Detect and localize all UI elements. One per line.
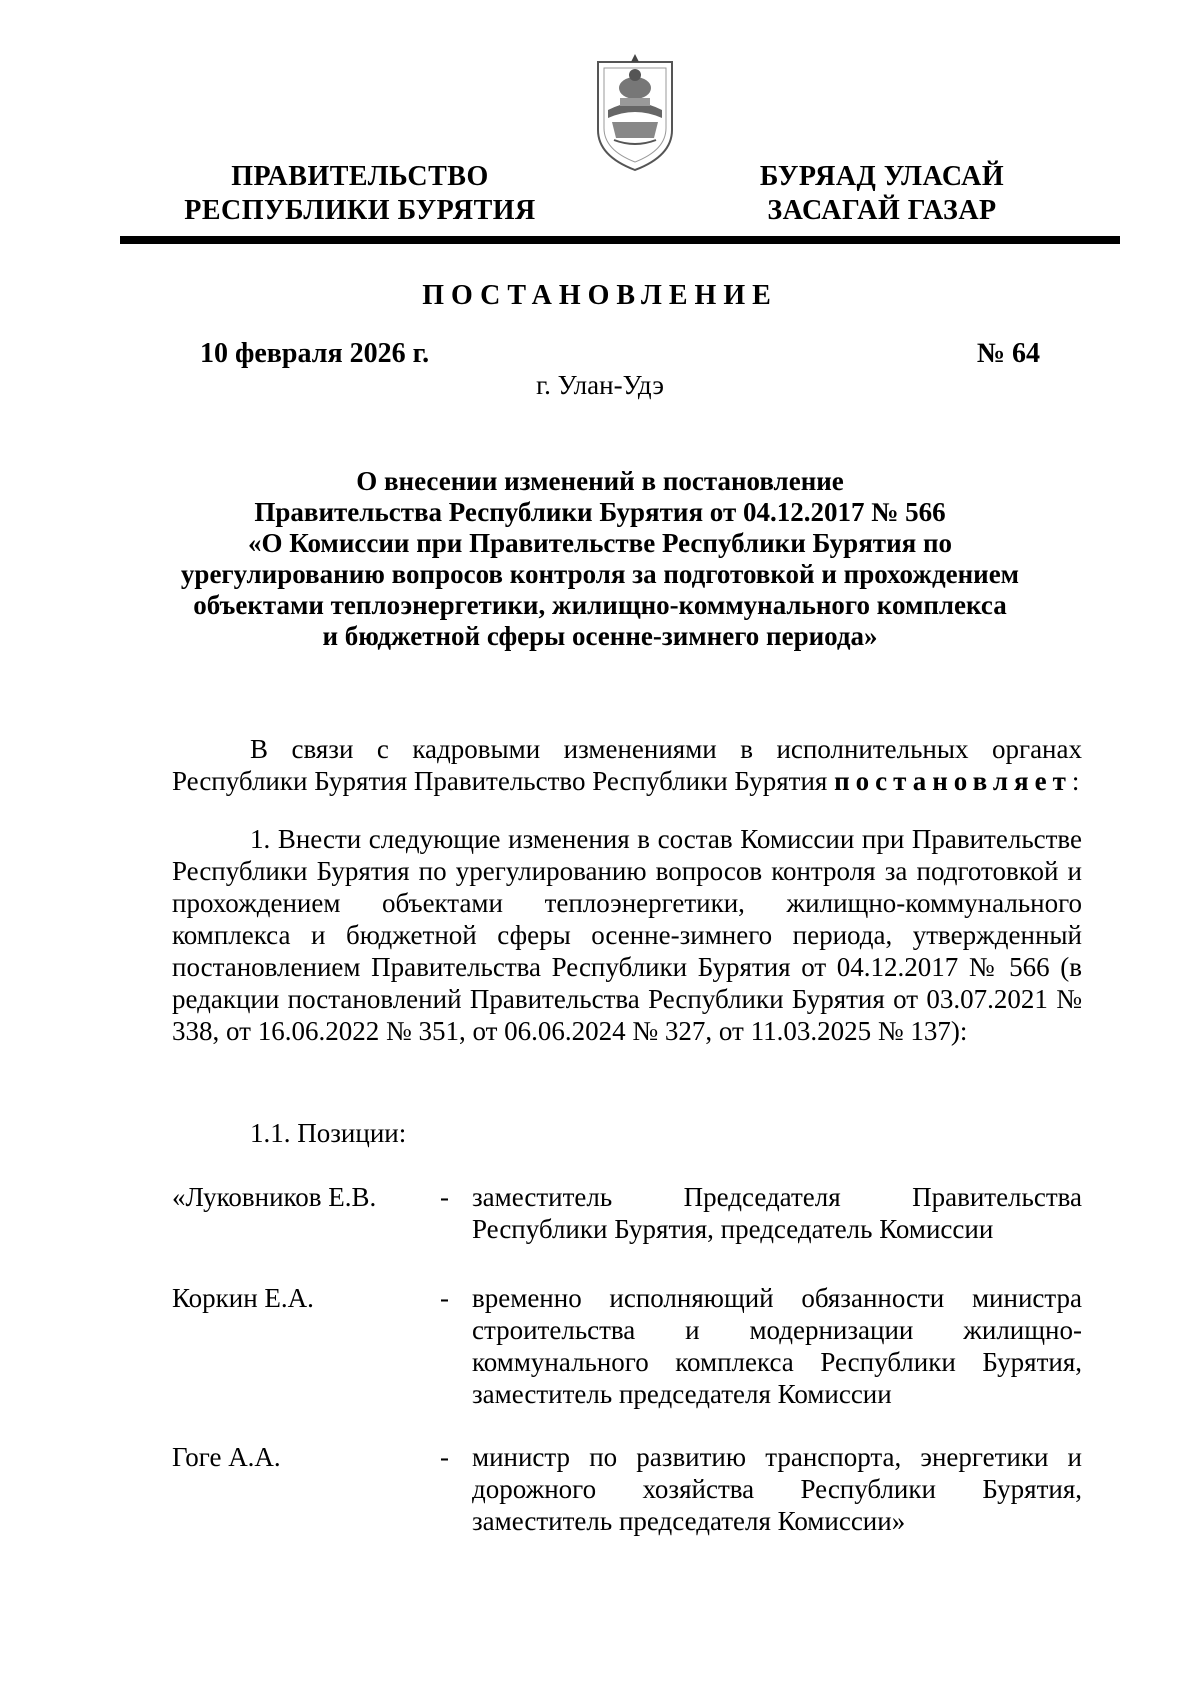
member-name: Коркин Е.А.	[172, 1283, 314, 1313]
government-name-buryat	[732, 160, 1032, 228]
title-line: «О Комиссии при Правительстве Республики Бурятия по	[247, 528, 953, 558]
member-name: «Луковников Е.В.	[172, 1182, 377, 1212]
government-name-russian	[170, 160, 550, 228]
document-number: № 64	[976, 338, 1040, 369]
document-city: г. Улан-Удэ	[536, 370, 664, 400]
intro-text: В связи с кадровыми изменениями в исполнительных органах Республики Бурятия Правительство Республики Бурятия	[172, 734, 1082, 796]
subitem-1-1: 1.1. Позиции:	[250, 1118, 407, 1148]
intro-keyword: постановляет	[834, 766, 1072, 796]
member-name: Гоге А.А.	[172, 1442, 281, 1472]
government-name-buryat-line2: ЗАСАГАЙ ГАЗАР	[767, 195, 997, 226]
title-line: и бюджетной сферы осенне-зимнего периода»	[322, 621, 878, 651]
intro-end: :	[1071, 766, 1080, 796]
government-name-buryat-line1: БУРЯАД УЛАСАЙ	[759, 161, 1005, 192]
header-divider	[120, 236, 1120, 244]
coat-of-arms-emblem	[590, 48, 680, 172]
document-title	[150, 466, 1050, 652]
government-name-line2: РЕСПУБЛИКИ БУРЯТИЯ	[184, 195, 536, 226]
intro-paragraph	[172, 733, 1082, 797]
member-dash: -	[440, 1442, 449, 1472]
title-line: Правительства Республики Бурятия от 04.12.2017 № 566	[254, 497, 946, 527]
government-name-line1: ПРАВИТЕЛЬСТВО	[231, 161, 489, 192]
document-date: 10 февраля 2026 г.	[200, 338, 430, 369]
title-line: О внесении изменений в постановление	[356, 466, 844, 496]
item-1-paragraph: 1. Внести следующие изменения в состав Комиссии при Правительстве Республики Бурятия по урегулированию вопросов контроля за подготовкой и прохождением объектами теплоэнергетики, жилищно-коммунального комплекса и бюджетной сферы осенне-зимнего периода, утвержденный постановлением Правительства Республики Бурятия от 04.12.2017 № 566 (в редакции постановлений Правительства Республики Бурятия от 03.07.2021 № 338, от 16.06.2022 № 351, от 06.06.2024 № 327, от 11.03.2025 № 137):	[172, 824, 1082, 1046]
title-line: объектами теплоэнергетики, жилищно-коммунального комплекса	[193, 590, 1007, 620]
member-description: министр по развитию транспорта, энергетики и дорожного хозяйства Республики Бурятия, заместитель председателя Комиссии»	[472, 1442, 1082, 1536]
member-description: временно исполняющий обязанности министра строительства и модернизации жилищно-коммунального комплекса Республики Бурятия, заместитель председателя Комиссии	[472, 1283, 1082, 1409]
title-line: урегулированию вопросов контроля за подготовкой и прохождением	[180, 559, 1020, 589]
member-description: заместитель Председателя Правительства Республики Бурятия, председатель Комиссии	[472, 1182, 1082, 1244]
member-dash: -	[440, 1182, 449, 1212]
member-dash: -	[440, 1283, 449, 1313]
document-type: ПОСТАНОВЛЕНИЕ	[422, 280, 778, 311]
